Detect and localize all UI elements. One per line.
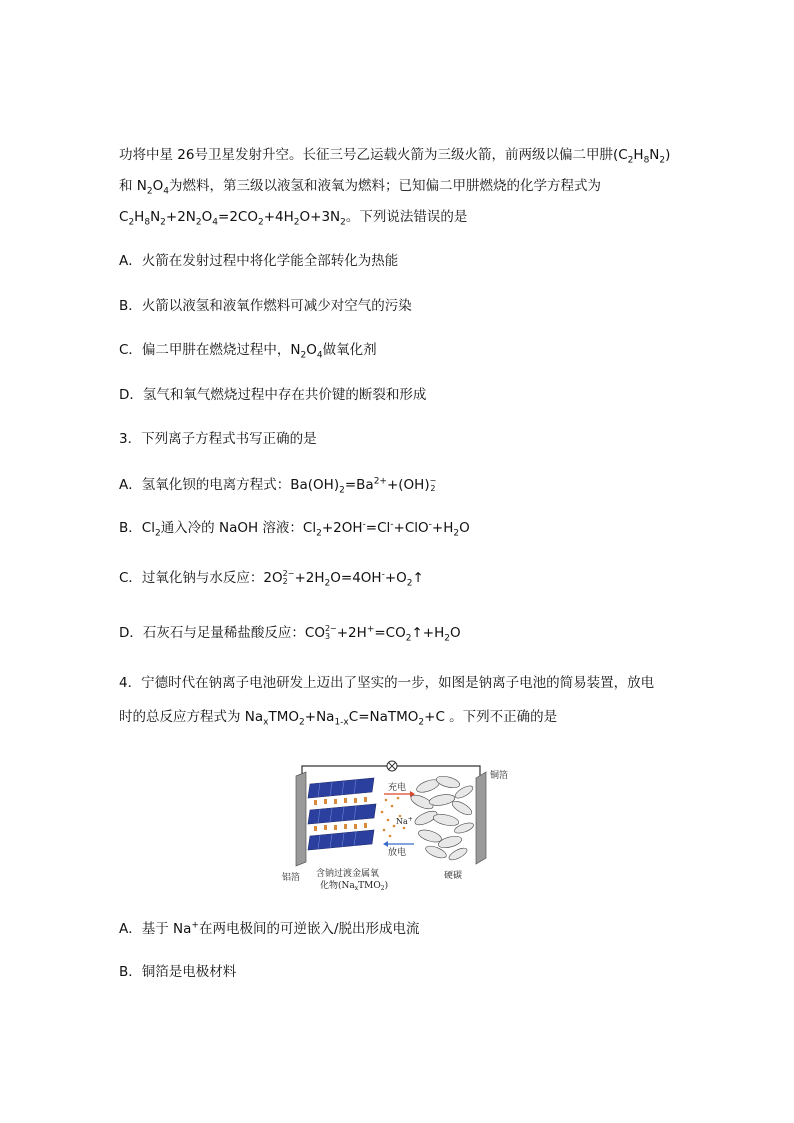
hard-carbon-clusters [409, 774, 475, 862]
q3-option-b: B．$Cl_2$通入冷的 NaOH 溶液：$Cl_2+2OH^-=Cl^-+ClO^-+H_2O$ [119, 519, 470, 539]
battery-diagram-svg [280, 758, 520, 896]
q4-option-b: B．铜箔是电极材料 [119, 964, 237, 980]
q4-line-1: 4．宁德时代在钠离子电池研发上迈出了坚实的一步，如图是钠离子电池的简易装置，放电 [119, 675, 655, 691]
q2-option-b: B．火箭以液氢和液氧作燃料可减少对空气的污染 [119, 298, 412, 314]
compound-label-line-2: 化物$(Na_xTMO_2)$ [320, 881, 389, 892]
intro-line-1: 功将中星 26号卫星发射升空。长征三号乙运载火箭为三级火箭，前两级以偏二甲肼$(C_2H_8N_2)$ [119, 147, 671, 166]
tmo-layers [308, 778, 376, 850]
q3-title: 3．下列离子方程式书写正确的是 [119, 431, 317, 447]
charge-label: 充电 [388, 783, 407, 793]
copper-foil-label: 铜箔 [490, 771, 509, 781]
na-ion-label: Na+ [396, 816, 413, 826]
aluminum-foil-label: 铝箔 [282, 873, 301, 883]
copper-foil-electrode [476, 772, 486, 864]
aluminum-foil-electrode [296, 772, 306, 866]
q2-option-c: C．偏二甲肼在燃烧过程中，$N_2O_4$做氧化剂 [119, 342, 377, 361]
intro-line-2: 和 $N_2O_4$为燃料，第三级以液氢和液氧为燃料；已知偏二甲肼燃烧的化学方程式为 [119, 178, 601, 197]
compound-label-line-1: 含钠过渡金属氧 [316, 869, 380, 879]
q4-line-2: 时的总反应方程式为 $Na_xTMO_2+Na_{1-x}C=NaTMO_2+C$ 。下列不正确的是 [119, 709, 558, 728]
q3-option-c: C．过氧化钠与水反应：2O 2− 2 $+2H_2O=4OH^-+O_2↑$ [119, 569, 424, 589]
q3-option-a: A．氢氧化钡的电离方程式：$Ba(OH)_2=Ba^{2+}+(OH)$ − 2 [119, 476, 437, 496]
discharge-label: 放电 [388, 848, 407, 858]
hard-carbon-label: 硬碳 [444, 871, 463, 881]
intro-line-3: $C_2H_8N_2+2N_2O_4=2CO_2+4H_2O+3N_2$。下列说法错误的是 [119, 209, 468, 228]
sodium-ion-battery-diagram [280, 758, 520, 896]
q3-option-d: D．石灰石与足量稀盐酸反应：CO 2− 3 $+2H^+=CO_2↑+H_2O$ [119, 624, 461, 644]
q2-option-d: D．氢气和氧气燃烧过程中存在共价键的断裂和形成 [119, 387, 427, 403]
q4-option-a: A．基于 Na+在两电极间的可逆嵌入/脱出形成电流 [119, 920, 420, 937]
q2-option-a: A．火箭在发射过程中将化学能全部转化为热能 [119, 253, 399, 269]
